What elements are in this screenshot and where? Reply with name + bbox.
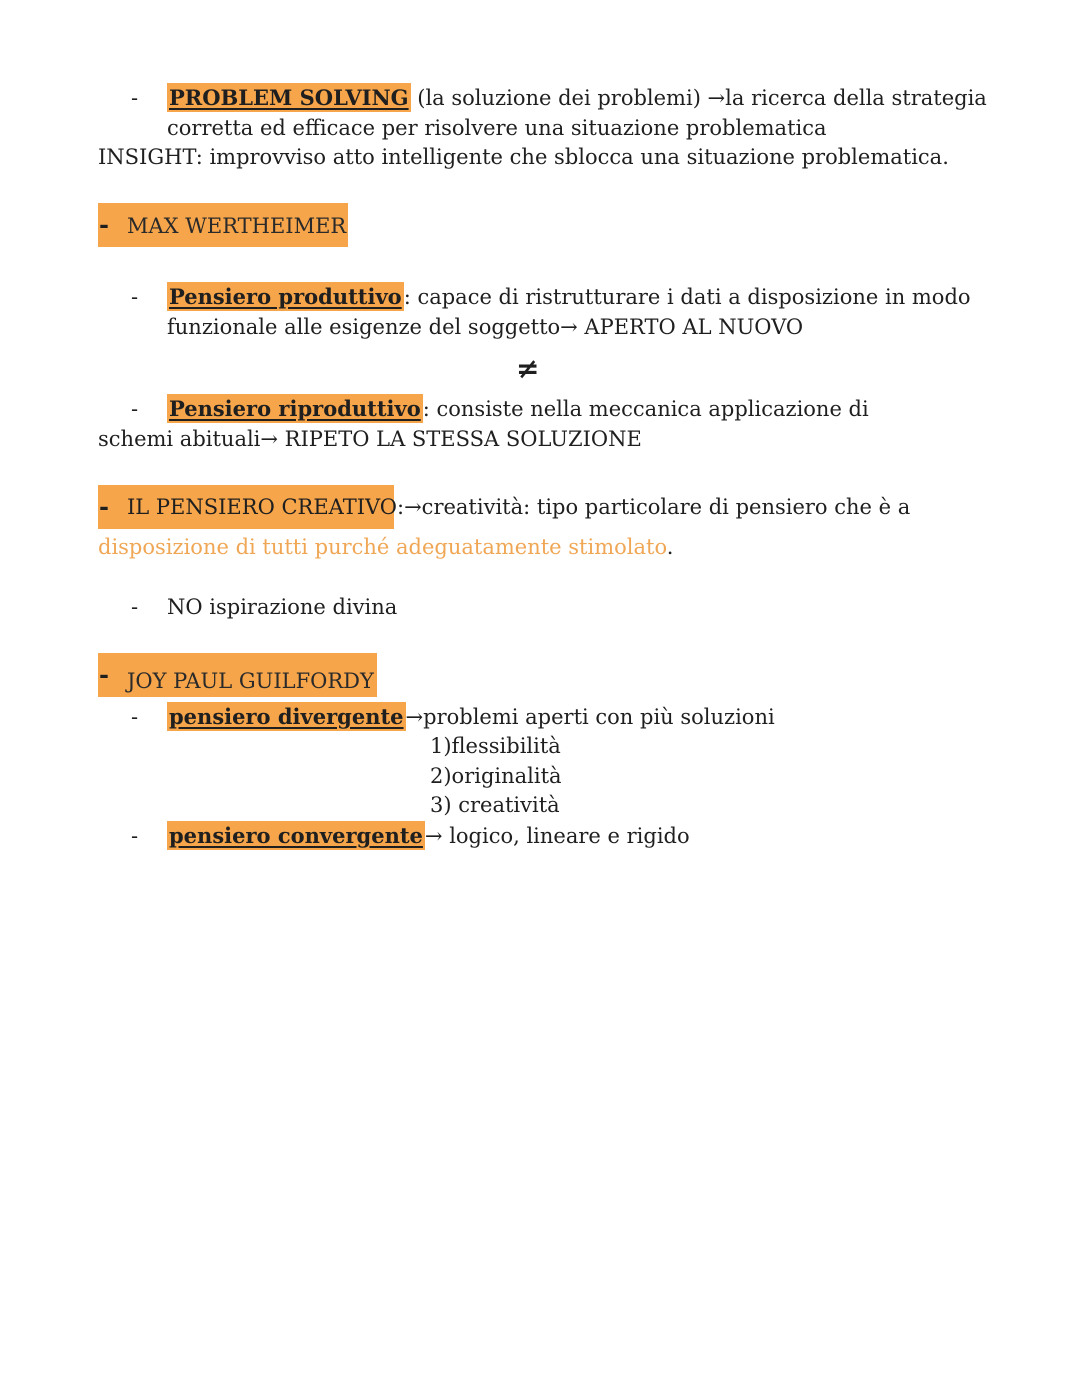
not-equal-symbol: ≠ <box>516 352 540 385</box>
pensiero-riproduttivo-term: Pensiero riproduttivo <box>169 396 421 421</box>
section-dash: - <box>99 210 109 239</box>
pensiero-divergente-line <box>167 702 775 732</box>
pensiero-riproduttivo-line-2: schemi abituali→ RIPETO LA STESSA SOLUZIONE <box>98 427 642 451</box>
insight-line: INSIGHT: improvviso atto intelligente che sblocca una situazione problematica. <box>98 145 949 169</box>
pensiero-riproduttivo-desc: : consiste nella meccanica applicazione di <box>422 397 869 421</box>
pensiero-produttivo-line <box>167 282 971 312</box>
divergente-sub-item: 1)flessibilità <box>430 734 561 758</box>
section-title-creativo: IL PENSIERO CREATIVO <box>127 495 398 519</box>
section-title-guilford: JOY PAUL GUILFORDY <box>127 669 374 693</box>
bullet-dash: - <box>131 285 139 309</box>
pensiero-creativo-desc: :→creatività: tipo particolare di pensiero che è a <box>397 495 911 519</box>
bullet-dash: - <box>131 595 139 619</box>
pensiero-divergente-term: pensiero divergente <box>169 704 404 729</box>
section-title-wertheimer: MAX WERTHEIMER <box>127 214 347 238</box>
bullet-dash: - <box>131 397 139 421</box>
pensiero-produttivo-desc: : capace di ristrutturare i dati a disposizione in modo <box>403 285 971 309</box>
problem-solving-desc: (la soluzione dei problemi) →la ricerca della strategia <box>410 86 987 110</box>
pensiero-riproduttivo-line <box>167 394 869 424</box>
problem-solving-line <box>167 83 987 113</box>
problem-solving-term: PROBLEM SOLVING <box>169 85 409 110</box>
section-dash: - <box>99 492 109 521</box>
section-dash: - <box>99 660 109 689</box>
pensiero-convergente-line <box>167 821 690 851</box>
pensiero-convergente-term: pensiero convergente <box>169 823 423 848</box>
pensiero-creativo-line-2 <box>98 532 673 562</box>
divergente-sub-item: 2)originalità <box>430 764 562 788</box>
divergente-sub-item: 3) creatività <box>430 793 560 817</box>
pensiero-produttivo-line-2: funzionale alle esigenze del soggetto→ APERTO AL NUOVO <box>167 315 804 339</box>
pensiero-creativo-highlight-text: disposizione di tutti purché adeguatamente stimolato <box>98 535 667 559</box>
pensiero-divergente-desc: →problemi aperti con più soluzioni <box>405 705 775 729</box>
problem-solving-line-2: corretta ed efficace per risolvere una situazione problematica <box>167 116 827 140</box>
pensiero-produttivo-term: Pensiero produttivo <box>169 284 402 309</box>
bullet-dash: - <box>131 86 139 110</box>
pensiero-creativo-line <box>127 492 910 522</box>
pensiero-convergente-desc: → logico, lineare e rigido <box>424 824 690 848</box>
pensiero-creativo-period: . <box>666 535 674 559</box>
bullet-dash: - <box>131 705 139 729</box>
bullet-dash: - <box>131 824 139 848</box>
no-ispirazione-line: NO ispirazione divina <box>167 595 398 619</box>
